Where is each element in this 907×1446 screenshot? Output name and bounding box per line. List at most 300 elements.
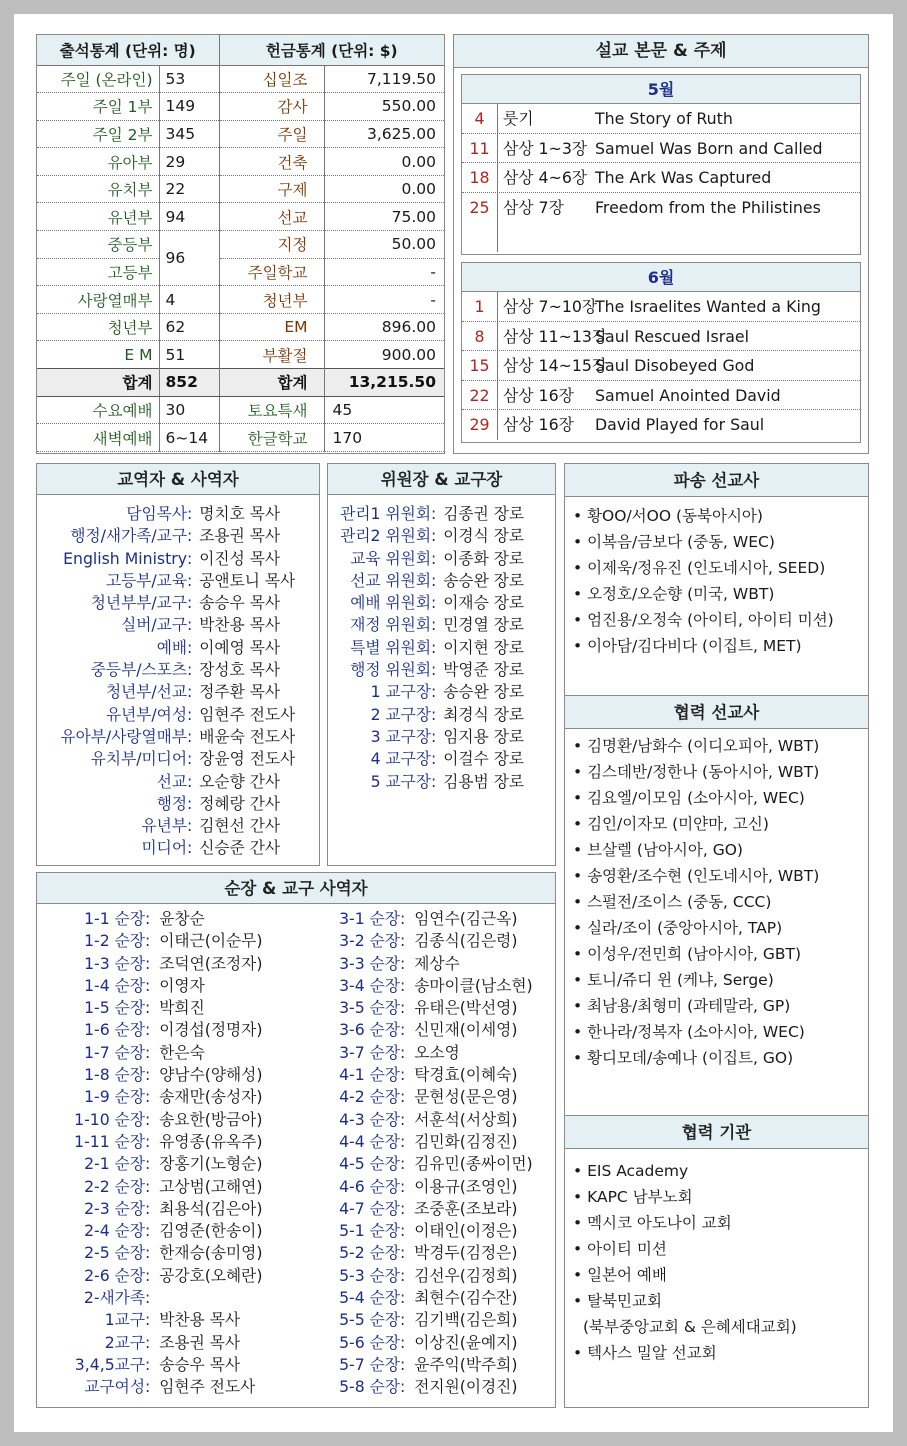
leader-row [292, 1064, 556, 1086]
list-item [565, 811, 868, 837]
person-name: 송마이클(남소현) [414, 975, 533, 995]
stats-table [37, 35, 444, 452]
colon: : [187, 816, 198, 836]
person-name: 김기백(김은희) [414, 1310, 518, 1330]
person-name: 박희진 [159, 998, 205, 1018]
list-item [565, 1236, 868, 1262]
role-label: 3,4,5교구 [74, 1354, 145, 1374]
list-item [565, 1045, 868, 1071]
sermon-topic: Samuel Anointed David [595, 385, 781, 405]
leader-row [37, 930, 297, 952]
person-name: 장홍기(노형순) [159, 1154, 263, 1174]
list-item [565, 1262, 868, 1288]
sermon-date: 29 [462, 410, 498, 440]
leader-row [292, 1332, 556, 1354]
person-name: 오순향 간사 [199, 771, 281, 791]
sermon-title: 설교 본문 & 주제 [454, 35, 868, 68]
role-label: 5-5 순장 [339, 1310, 400, 1330]
offering-value: 7,119.50 [324, 65, 444, 93]
list-item [565, 1184, 868, 1210]
colon: : [145, 1310, 156, 1330]
leader-row [292, 1242, 556, 1264]
colon: : [187, 704, 198, 724]
offering-label: 청년부 [219, 286, 324, 314]
sermon-passage: 삼상 1~3장 [503, 138, 588, 158]
person-name: 조덕연(조정자) [159, 953, 263, 973]
stat-label: 주일 2부 [37, 120, 159, 148]
staff-row [37, 659, 319, 681]
role-label: 행정 [156, 793, 187, 813]
offering-label: 감사 [219, 93, 324, 121]
role-label: 5 교구장 [370, 771, 431, 791]
colon: : [400, 1265, 411, 1285]
role-label: 선교 위원회 [350, 570, 431, 590]
person-name: 임현주 전도사 [159, 1377, 256, 1397]
person-name: 이지현 장로 [443, 637, 525, 657]
person-name: 민경열 장로 [443, 615, 525, 635]
colon: : [187, 504, 198, 523]
colon: : [400, 1221, 411, 1241]
role-label: 5-2 순장 [339, 1243, 400, 1263]
person-name: 이용규(조영인) [414, 1176, 518, 1196]
list-item-text: 최남용/최형미 (과테말라, GP) [587, 997, 791, 1015]
stat-label: 사랑열매부 [37, 286, 159, 314]
colon: : [145, 1087, 156, 1107]
role-label: 관리2 위원회 [340, 526, 431, 546]
colon: : [400, 1042, 411, 1062]
sermon-topic: Saul Disobeyed God [595, 356, 755, 376]
colon: : [431, 548, 442, 568]
colon: : [145, 1221, 156, 1241]
stats-row [37, 203, 444, 231]
leader-row [37, 1176, 297, 1198]
offering-value: - [324, 258, 444, 286]
leader-row [37, 1109, 297, 1131]
leader-row [292, 997, 556, 1019]
staff-row [37, 525, 319, 547]
leaders-title: 순장 & 교구 사역자 [37, 873, 555, 904]
list-item [565, 633, 868, 659]
colon: : [400, 1243, 411, 1263]
missionaries-box [564, 463, 869, 699]
committee-row [328, 659, 555, 681]
role-label: 1-4 순장 [84, 975, 145, 995]
sermon-date: 4 [462, 104, 498, 133]
colon: : [400, 1354, 411, 1374]
staff-row [37, 704, 319, 726]
colon: : [400, 909, 411, 928]
role-label: 3-1 순장 [339, 909, 400, 928]
june-label: 6월 [462, 263, 860, 292]
leader-row [292, 1265, 556, 1287]
person-name: 조용권 목사 [199, 526, 281, 546]
list-item-text: 이복음/금보다 (중동, WEC) [587, 533, 775, 551]
person-name: 이경섭(정명자) [159, 1020, 263, 1040]
colon: : [187, 726, 198, 746]
person-name: 송승우 목사 [159, 1354, 241, 1374]
person-name: 명치호 목사 [199, 504, 281, 523]
list-item [565, 529, 868, 555]
person-name: 이태인(이정은) [414, 1221, 518, 1241]
sermon-passage: 삼상 7장 [503, 197, 564, 217]
role-label: 5-3 순장 [339, 1265, 400, 1285]
colon: : [187, 838, 198, 858]
role-label: 유아부/사랑열매부 [60, 726, 187, 746]
role-label: 3-7 순장 [339, 1042, 400, 1062]
sermon-row [462, 410, 860, 440]
list-item [565, 607, 868, 633]
colon: : [431, 615, 442, 635]
bullet-icon: • [573, 919, 588, 937]
list-item-text: 이아담/김다비다 (이집트, MET) [587, 637, 802, 655]
list-item [565, 1314, 868, 1340]
colon: : [145, 1265, 156, 1285]
role-label: 1-2 순장 [84, 931, 145, 951]
leader-row [37, 1153, 297, 1175]
stat-value: 51 [159, 341, 219, 369]
stats-row [37, 286, 444, 314]
committee-row [328, 570, 555, 592]
stats-row [37, 120, 444, 148]
leader-row [37, 1309, 297, 1331]
committee-row [328, 637, 555, 659]
sermon-date: 22 [462, 381, 498, 410]
role-label: 2교구 [104, 1332, 145, 1352]
offering-value: 50.00 [324, 231, 444, 259]
may-block [461, 74, 861, 255]
role-label: English Ministry [63, 548, 187, 568]
committee-row [328, 525, 555, 547]
staff-row [37, 614, 319, 636]
role-label: 3-4 순장 [339, 975, 400, 995]
stats-row [37, 148, 444, 176]
colon: : [431, 771, 442, 791]
service-value: 170 [324, 424, 444, 452]
person-name: 한재승(송미영) [159, 1243, 263, 1263]
role-label: 3-2 순장 [339, 931, 400, 951]
sermon-topic: The Story of Ruth [595, 109, 733, 128]
colon: : [400, 1377, 411, 1397]
person-name: 송요한(방금아) [159, 1109, 263, 1129]
leader-row [292, 1354, 556, 1376]
sermon-passage: 삼상 11~13장 [503, 326, 608, 346]
offering-label: EM [219, 313, 324, 341]
person-name: 김용범 장로 [443, 771, 525, 791]
sermon-date: 15 [462, 351, 498, 380]
empty-row [462, 222, 860, 252]
staff-title: 교역자 & 사역자 [37, 464, 319, 495]
bullet-icon: • [573, 507, 588, 525]
list-item-text: 송영환/조수현 (인도네시아, WBT) [587, 867, 820, 885]
list-item [565, 863, 868, 889]
service-label: 한글학교 [219, 424, 324, 452]
list-item-text: 이성우/전민희 (남아시아, GBT) [587, 945, 802, 963]
colon: : [187, 771, 198, 791]
person-name: 김현선 간사 [199, 816, 281, 836]
sermon-topic: Freedom from the Philistines [595, 197, 821, 217]
total-offering: 13,215.50 [324, 369, 444, 397]
role-label: 미디어 [141, 838, 187, 858]
colon: : [145, 1020, 156, 1040]
person-name: 장성호 목사 [199, 660, 281, 680]
leader-row [37, 1019, 297, 1041]
stats-row [37, 175, 444, 203]
leader-row [292, 1198, 556, 1220]
list-item [565, 1340, 868, 1366]
bullet-icon: • [573, 737, 588, 755]
role-label: 4-7 순장 [339, 1198, 400, 1218]
role-label: 유년부/여성 [105, 704, 187, 724]
list-item [565, 1019, 868, 1045]
offering-label: 구제 [219, 175, 324, 203]
list-item-text: 이제욱/정유진 (인도네시아, SEED) [587, 559, 826, 577]
leader-row [292, 953, 556, 975]
person-name: 공앤토니 목사 [199, 570, 296, 590]
role-label: 특별 위원회 [350, 637, 431, 657]
person-name: 최현수(김수잔) [414, 1288, 518, 1308]
person-name: 김민화(김정진) [414, 1131, 518, 1151]
role-label: 재정 위원회 [350, 615, 431, 635]
bullet-icon: • [573, 585, 588, 603]
sermon-passage: 삼상 4~6장 [503, 168, 588, 188]
bullet-icon: • [573, 1214, 588, 1232]
person-name: 정주환 목사 [199, 682, 281, 702]
role-label: 3-3 순장 [339, 953, 400, 973]
stat-label: 청년부 [37, 313, 159, 341]
colon: : [400, 953, 411, 973]
list-item-text: 아이티 미션 [587, 1240, 667, 1258]
stat-value: 94 [159, 203, 219, 231]
service-label: 수요예배 [37, 396, 159, 424]
missionaries-title: 파송 선교사 [565, 464, 868, 497]
offering-label: 건축 [219, 148, 324, 176]
role-label: 예배 위원회 [350, 593, 431, 613]
person-name: 김선우(김정희) [414, 1265, 518, 1285]
sermon-row [462, 322, 860, 352]
person-name: 박찬용 목사 [159, 1310, 241, 1330]
colon: : [431, 682, 442, 702]
sermon-row [462, 292, 860, 322]
june-block [461, 262, 861, 443]
list-item-text: 브살렐 (남아시아, GO) [587, 841, 743, 859]
leader-row [292, 1376, 556, 1398]
sermon-topic: Saul Rescued Israel [595, 326, 749, 346]
person-name: 양남수(양해성) [159, 1065, 263, 1085]
role-label: 4-2 순장 [339, 1087, 400, 1107]
list-item-text: 탈북민교회 [587, 1292, 662, 1310]
offering-label: 지정 [219, 231, 324, 259]
sermon-date: 1 [462, 292, 498, 321]
person-name: 임지용 장로 [443, 726, 525, 746]
person-name: 장윤영 전도사 [199, 749, 296, 769]
person-name: 김종권 장로 [443, 504, 525, 523]
stat-value: 22 [159, 175, 219, 203]
total-label: 합계 [219, 369, 324, 397]
colon: : [145, 1377, 156, 1397]
list-item [565, 837, 868, 863]
list-item-text: KAPC 남부노회 [587, 1188, 693, 1206]
role-label: 유치부/미디어 [90, 749, 187, 769]
bullet-icon: • [573, 1266, 588, 1284]
person-name: 김종식(김은령) [414, 931, 518, 951]
role-label: 4-3 순장 [339, 1109, 400, 1129]
offering-value: 896.00 [324, 313, 444, 341]
agencies-box [564, 1115, 869, 1408]
role-label: 5-1 순장 [339, 1221, 400, 1241]
bullet-icon: • [573, 1240, 588, 1258]
staff-row [37, 681, 319, 703]
leader-row [292, 1086, 556, 1108]
sermon-passage: 룻기 [503, 109, 534, 128]
colon: : [145, 909, 156, 928]
bullet-icon: • [573, 559, 588, 577]
role-label: 1-6 순장 [84, 1020, 145, 1040]
colon: : [187, 615, 198, 635]
bullet-icon: • [573, 1188, 588, 1206]
colon: : [187, 570, 198, 590]
sermon-row [462, 163, 860, 193]
staff-row [37, 637, 319, 659]
role-label: 2 교구장 [370, 704, 431, 724]
person-name: 이상진(윤예지) [414, 1332, 518, 1352]
total-label: 합계 [37, 369, 159, 397]
person-name: 최용석(김은아) [159, 1198, 263, 1218]
leader-row [37, 908, 297, 930]
offering-label: 주일학교 [219, 258, 324, 286]
staff-row [37, 548, 319, 570]
role-label: 2-새가족 [83, 1288, 145, 1308]
service-value: 45 [324, 396, 444, 424]
person-name: 제상수 [414, 953, 460, 973]
person-name: 이종화 장로 [443, 548, 525, 568]
committee-row [328, 592, 555, 614]
leader-row [292, 975, 556, 997]
staff-row [37, 503, 319, 525]
role-label: 3 교구장 [370, 726, 431, 746]
role-label: 1-5 순장 [84, 998, 145, 1018]
bullet-icon: • [573, 1344, 588, 1362]
offering-label: 선교 [219, 203, 324, 231]
colon: : [431, 637, 442, 657]
stats-row [37, 93, 444, 121]
role-label: 교구여성 [84, 1377, 145, 1397]
stats-row [37, 313, 444, 341]
colon: : [145, 1065, 156, 1085]
staff-row [37, 837, 319, 859]
leader-row [292, 1309, 556, 1331]
list-item-text: 황디모데/송예나 (이집트, GO) [587, 1049, 794, 1067]
person-name: 전지원(이경진) [414, 1377, 518, 1397]
bullet-icon: • [573, 1049, 588, 1067]
role-label: 중등부/스포츠 [90, 660, 187, 680]
colon: : [431, 660, 442, 680]
bullet-icon: • [573, 533, 588, 551]
role-label: 4-6 순장 [339, 1176, 400, 1196]
role-label: 담임목사 [126, 504, 187, 523]
committee-row [328, 614, 555, 636]
person-name: 송승우 목사 [199, 593, 281, 613]
sermon-date: 25 [462, 193, 498, 223]
sermon-topic: David Played for Saul [595, 415, 765, 435]
service-value: 30 [159, 396, 219, 424]
staff-row [37, 570, 319, 592]
leader-row [37, 1086, 297, 1108]
bullet-icon: • [573, 1023, 588, 1041]
person-name: 한은숙 [159, 1042, 205, 1062]
leader-row [37, 1131, 297, 1153]
person-name: 유영종(유옥주) [159, 1131, 263, 1151]
role-label: 4-5 순장 [339, 1154, 400, 1174]
role-label: 교육 위원회 [350, 548, 431, 568]
list-item-text: 멕시코 아도나이 교회 [587, 1214, 732, 1232]
colon: : [187, 548, 198, 568]
stat-value: 345 [159, 120, 219, 148]
staff-box [36, 463, 320, 866]
bullet-icon: • [573, 1162, 588, 1180]
committee-row [328, 548, 555, 570]
role-label: 1 교구장 [370, 682, 431, 702]
offering-value: 0.00 [324, 148, 444, 176]
person-name: 윤창순 [159, 909, 205, 928]
colon: : [431, 726, 442, 746]
leader-row [37, 1287, 297, 1309]
person-name: 이진성 목사 [199, 548, 281, 568]
role-label: 청년부/선교 [105, 682, 187, 702]
colon: : [145, 1243, 156, 1263]
stat-label: 중등부 [37, 231, 159, 259]
list-item [565, 785, 868, 811]
colon: : [145, 1109, 156, 1129]
list-item [565, 1288, 868, 1314]
colon: : [400, 1332, 411, 1352]
colon: : [187, 749, 198, 769]
colon: : [431, 704, 442, 724]
person-name: 문현성(문은영) [414, 1087, 518, 1107]
stat-value: 149 [159, 93, 219, 121]
leader-row [37, 1042, 297, 1064]
role-label: 5-7 순장 [339, 1354, 400, 1374]
role-label: 3-5 순장 [339, 998, 400, 1018]
person-name: 박찬용 목사 [199, 615, 281, 635]
list-item-text: 한나라/정복자 (소아시아, WEC) [587, 1023, 805, 1041]
leader-row [292, 1287, 556, 1309]
person-name: 정혜랑 간사 [199, 793, 281, 813]
leader-row [37, 1198, 297, 1220]
leader-row [37, 1354, 297, 1376]
staff-row [37, 771, 319, 793]
colon: : [145, 931, 156, 951]
committee-row [328, 748, 555, 770]
person-name: 이영자 [159, 975, 205, 995]
offering-label: 십일조 [219, 65, 324, 93]
bullet-icon: • [573, 971, 588, 989]
stat-label: 유치부 [37, 175, 159, 203]
role-label: 2-2 순장 [84, 1176, 145, 1196]
list-item-text: EIS Academy [587, 1162, 689, 1180]
role-label: 예배 [156, 637, 187, 657]
colon: : [145, 1176, 156, 1196]
leader-row [292, 1019, 556, 1041]
bullet-icon: • [573, 893, 588, 911]
stat-label: 유년부 [37, 203, 159, 231]
list-item [565, 1210, 868, 1236]
staff-row [37, 726, 319, 748]
committee-box [327, 463, 556, 866]
role-label: 1-8 순장 [84, 1065, 145, 1085]
may-label: 5월 [462, 75, 860, 104]
leader-row [37, 1376, 297, 1398]
sermon-date: 18 [462, 163, 498, 192]
